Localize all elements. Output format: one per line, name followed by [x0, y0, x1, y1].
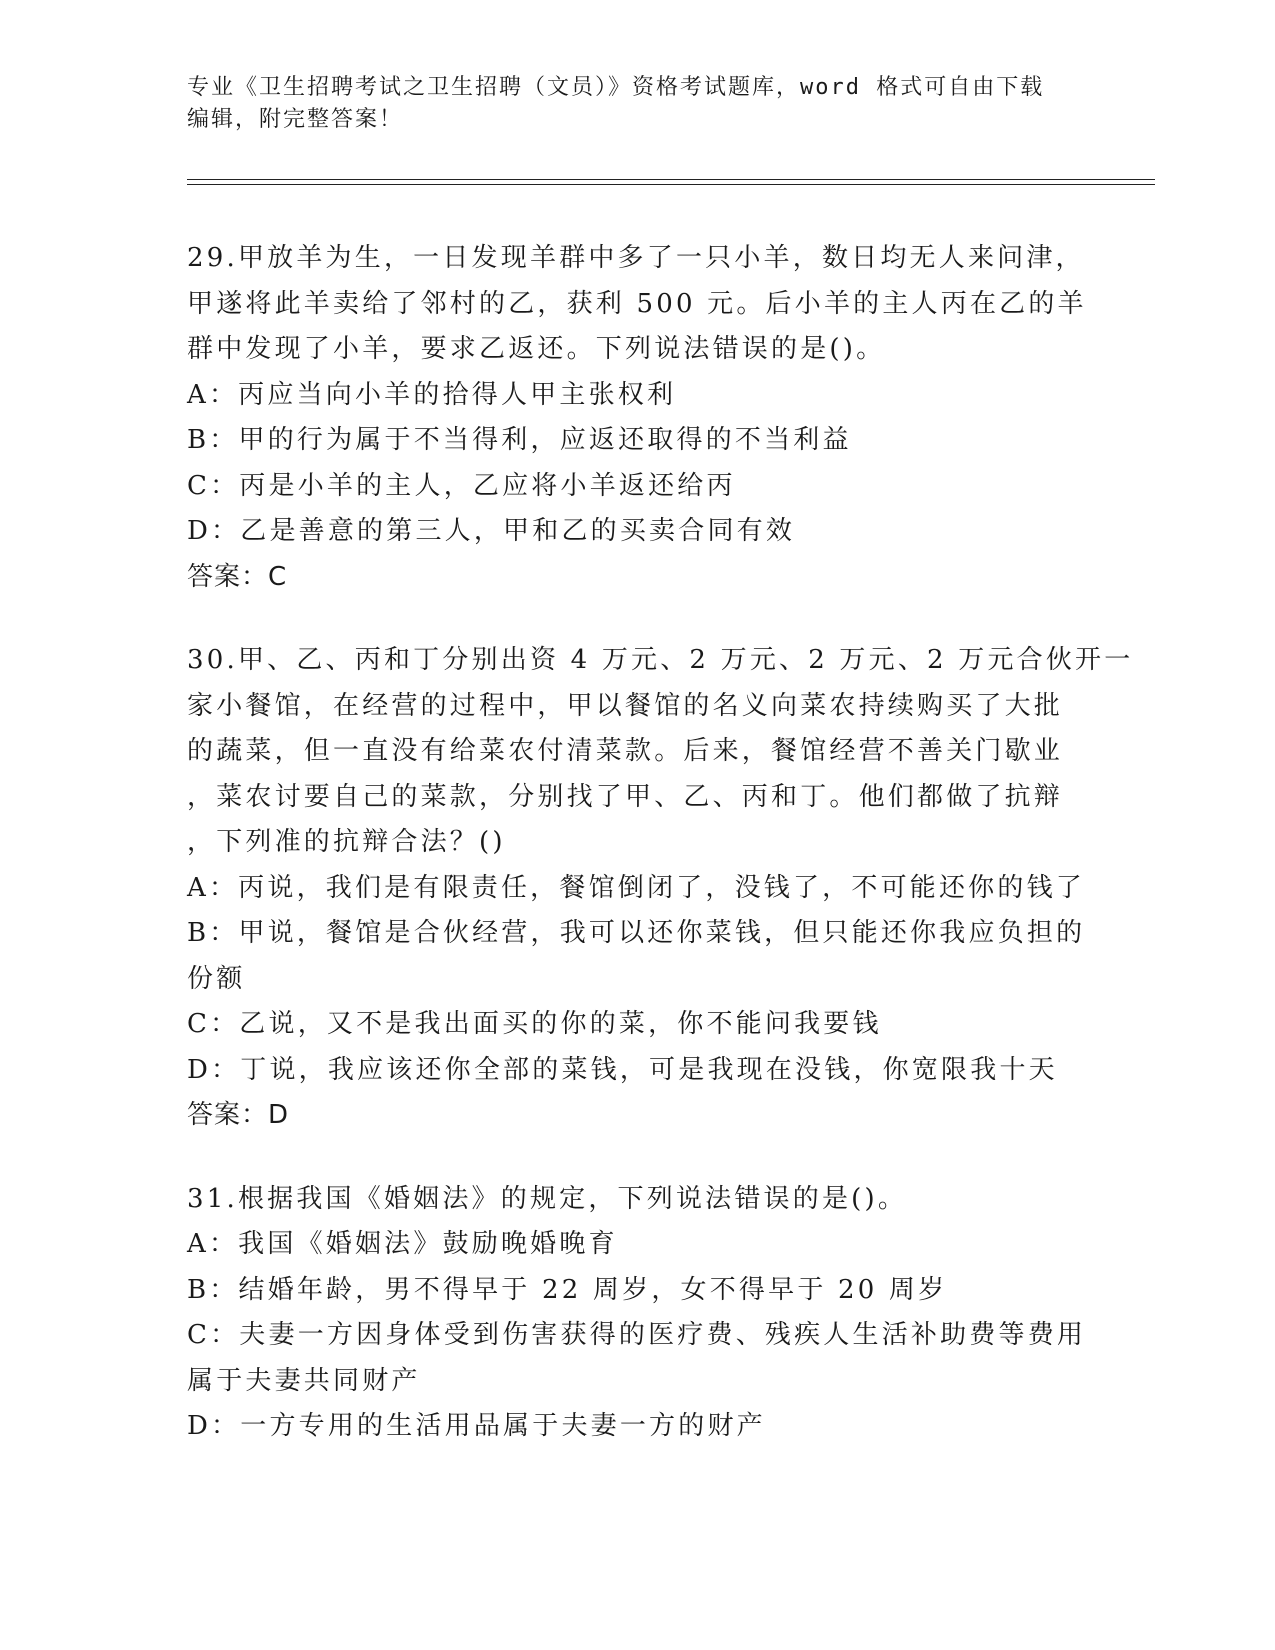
option-c-continued: 属于夫妻共同财产: [187, 1365, 421, 1396]
option-b: B：甲的行为属于不当得利，应返还取得的不当利益: [187, 425, 852, 455]
header-divider-bottom: [187, 184, 1155, 185]
question-list: [187, 236, 1134, 1488]
option-d: D：一方专用的生活用品属于夫妻一方的财产: [187, 1411, 766, 1441]
question-text-line: 31.根据我国《婚姻法》的规定，下列说法错误的是()。: [187, 1183, 908, 1214]
question-text-line: 甲遂将此羊卖给了邻村的乙，获利 500 元。后小羊的主人丙在乙的羊: [187, 288, 1087, 319]
option-d: D：乙是善意的第三人，甲和乙的买卖合同有效: [187, 516, 796, 546]
option-d: D：丁说，我应该还你全部的菜钱，可是我现在没钱，你宽限我十天: [187, 1054, 1058, 1085]
option-b-continued: 份额: [187, 963, 246, 994]
question-text-line: 30.甲、乙、丙和丁分别出资 4 万元、2 万元、2 万元、2 万元合伙开一: [187, 645, 1134, 675]
question-text-line: 群中发现了小羊，要求乙返还。下列说法错误的是()。: [187, 334, 886, 364]
option-a: A：丙说，我们是有限责任，餐馆倒闭了，没钱了，不可能还你的钱了: [187, 872, 1085, 903]
document-header: [187, 72, 1087, 136]
header-divider-top: [187, 179, 1155, 180]
question-text-line: 29.甲放羊为生，一日发现羊群中多了一只小羊，数日均无人来问津，: [187, 243, 1085, 273]
question-text-line: ，下列准的抗辩合法？(): [187, 827, 506, 857]
answer-label: 答案：D: [187, 1100, 290, 1130]
answer-label: 答案：C: [187, 561, 288, 592]
option-a: A：丙应当向小羊的拾得人甲主张权利: [187, 379, 677, 410]
question-text-line: ，菜农讨要自己的菜款，分别找了甲、乙、丙和丁。他们都做了抗辩: [187, 781, 1064, 812]
header-line-2: 编辑，附完整答案！: [187, 107, 404, 132]
option-c: C：乙说，又不是我出面买的你的菜，你不能问我要钱: [187, 1009, 882, 1039]
question-29: [187, 236, 1087, 600]
question-text-line: 家小餐馆，在经营的过程中，甲以餐馆的名义向菜农持续购买了大批: [187, 690, 1064, 721]
option-b: B：甲说，餐馆是合伙经营，我可以还你菜钱，但只能还你我应负担的: [187, 918, 1086, 948]
question-text-line: 的蔬菜，但一直没有给菜农付清菜款。后来，餐馆经营不善关门歇业: [187, 736, 1064, 766]
option-c: C：夫妻一方因身体受到伤害获得的医疗费、残疾人生活补助费等费用: [187, 1320, 1087, 1350]
option-b: B：结婚年龄，男不得早于 22 周岁，女不得早于 20 周岁: [187, 1274, 948, 1305]
question-31: [187, 1177, 1087, 1450]
header-line-1: 专业《卫生招聘考试之卫生招聘（文员）》资格考试题库，word 格式可自由下载: [187, 75, 1045, 100]
question-30: [187, 638, 1134, 1139]
option-c: C：丙是小羊的主人，乙应将小羊返还给丙: [187, 470, 736, 501]
option-a: A：我国《婚姻法》鼓励晚婚晚育: [187, 1229, 618, 1259]
